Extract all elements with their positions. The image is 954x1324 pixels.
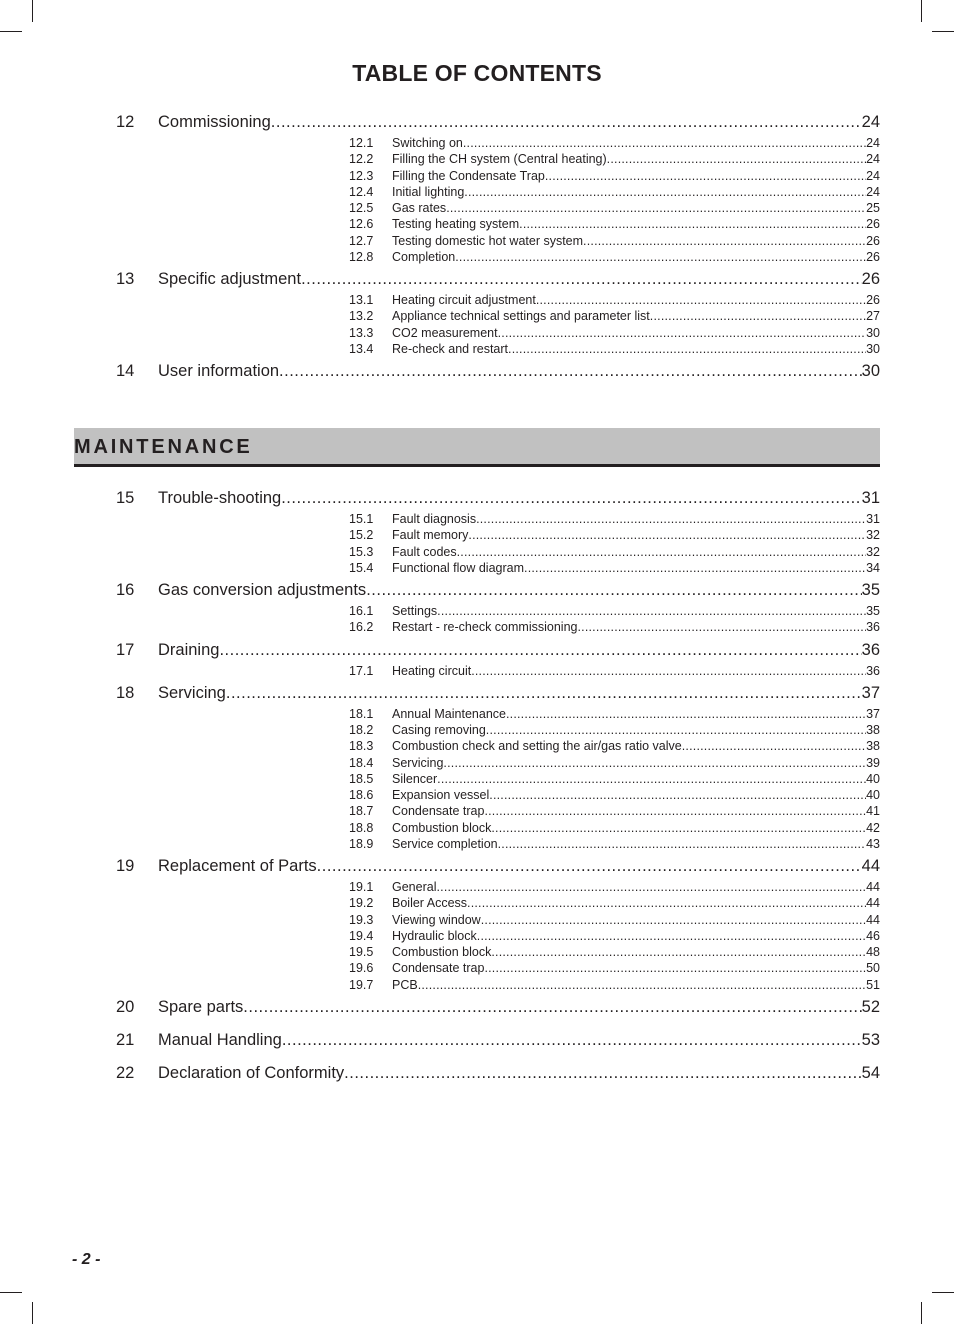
toc-subentry-page: 40	[866, 771, 880, 786]
toc-subentry-number: 12.8	[349, 249, 374, 264]
dot-leader	[577, 619, 866, 635]
toc-subentry-number: 12.4	[349, 184, 374, 199]
toc-section	[116, 268, 880, 357]
toc-entry-page: 36	[861, 640, 880, 659]
dot-leader	[607, 151, 866, 167]
toc-entry[interactable]	[116, 682, 880, 704]
toc-subentry-title: Combustion block	[392, 820, 492, 835]
toc-subentry-page: 30	[866, 341, 880, 356]
dot-leader	[463, 135, 866, 151]
toc-subentry[interactable]	[349, 544, 880, 560]
toc-subentries	[116, 706, 880, 852]
toc-subentry-title: Switching on	[392, 136, 463, 150]
toc-subentries	[116, 135, 880, 265]
toc-subentry-title: Completion	[392, 249, 456, 264]
toc-subentry[interactable]	[349, 663, 880, 679]
toc-subentry-title: PCB	[392, 977, 418, 992]
toc-subentry-title: Condensate trap	[392, 804, 485, 819]
section-band-label: MAINTENANCE	[74, 436, 253, 458]
toc-subentry-title: Testing domestic hot water system	[392, 233, 584, 248]
toc-entry-number: 19	[116, 857, 135, 875]
toc-subentry[interactable]	[349, 200, 880, 216]
dot-leader	[536, 292, 866, 308]
toc-subentry-page: 36	[866, 620, 880, 635]
toc-subentry-number: 12.6	[349, 217, 374, 232]
toc-subentry-title: Fault codes	[392, 544, 457, 559]
dot-leader	[282, 1029, 862, 1051]
toc-subentry[interactable]	[349, 249, 880, 265]
dot-leader	[457, 544, 866, 560]
dot-leader	[366, 579, 861, 601]
toc-subentry[interactable]	[349, 820, 880, 836]
toc-entry-number: 12	[116, 113, 135, 131]
toc-subentry[interactable]	[349, 619, 880, 635]
toc-subentry-title: Restart - re-check commissioning	[392, 620, 578, 635]
toc-subentry[interactable]	[349, 912, 880, 928]
toc-section	[116, 682, 880, 852]
toc-subentry-number: 13.3	[349, 325, 374, 340]
toc-subentry-title: Gas rates	[392, 201, 447, 215]
toc-subentry-number: 19.6	[349, 961, 374, 976]
dot-leader	[443, 755, 866, 771]
dot-leader	[486, 722, 866, 738]
toc-entry-title: Specific adjustment	[158, 270, 302, 288]
toc-subentry[interactable]	[349, 771, 880, 787]
toc-subentry-number: 12.1	[349, 136, 374, 150]
toc-subentry-page: 36	[866, 663, 880, 678]
toc-subentry-page: 51	[866, 977, 880, 992]
toc-subentry-title: Heating circuit adjustment	[392, 293, 536, 307]
toc-subentry-page: 48	[866, 945, 880, 959]
toc-subentry-title: General	[392, 880, 437, 894]
dot-leader	[471, 663, 866, 679]
crop-mark	[0, 31, 22, 32]
toc-subentry[interactable]	[349, 341, 880, 357]
toc-entry-title: Declaration of Conformity	[158, 1063, 345, 1082]
toc-subentry-page: 37	[866, 706, 880, 721]
dot-leader	[281, 487, 861, 509]
dot-leader	[477, 928, 866, 944]
toc-subentry-number: 17.1	[349, 663, 374, 678]
dot-leader	[418, 977, 866, 993]
toc-entry-page: 26	[861, 270, 880, 288]
toc-subentry-number: 13.4	[349, 341, 374, 356]
toc-entry-title: Gas conversion adjustments	[158, 581, 367, 599]
toc-subentry-number: 19.3	[349, 912, 374, 927]
toc-subentry-title: Filling the CH system (Central heating)	[392, 152, 607, 167]
toc-subentry-number: 12.7	[349, 233, 374, 248]
dot-leader	[489, 787, 866, 803]
toc-subentry-number: 15.3	[349, 544, 374, 559]
toc-subentry[interactable]	[349, 511, 880, 527]
toc-subentry[interactable]	[349, 895, 880, 911]
dot-leader	[583, 233, 866, 249]
toc-subentry-page: 42	[866, 820, 880, 835]
toc-entry-title: Servicing	[158, 683, 226, 702]
toc-entry-page: 31	[861, 489, 880, 507]
toc-subentry[interactable]	[349, 184, 880, 200]
toc-subentry[interactable]	[349, 787, 880, 803]
toc-entry[interactable]	[116, 360, 880, 382]
dot-leader	[650, 308, 866, 324]
toc-entry-number: 14	[116, 362, 135, 380]
toc-section	[116, 855, 880, 993]
dot-leader	[524, 560, 866, 576]
crop-mark	[921, 1302, 922, 1324]
toc-subentries	[116, 511, 880, 576]
toc-subentry[interactable]	[349, 151, 880, 167]
toc-subentry-number: 18.8	[349, 820, 374, 835]
crop-mark	[921, 0, 922, 22]
crop-mark	[32, 1302, 33, 1324]
dot-leader	[498, 836, 866, 852]
toc-subentry-title: Hydraulic block	[392, 928, 477, 943]
toc-subentry-page: 34	[866, 560, 880, 575]
dot-leader	[446, 200, 866, 216]
toc-subentry[interactable]	[349, 292, 880, 308]
toc-subentry[interactable]	[349, 168, 880, 184]
toc-subentry-page: 32	[866, 544, 880, 559]
toc-entry-title: Replacement of Parts	[158, 857, 317, 875]
toc-subentry-page: 24	[866, 184, 880, 199]
toc-subentry-page: 38	[866, 739, 880, 754]
toc-subentry-page: 46	[866, 928, 880, 943]
toc-subentry-number: 18.5	[349, 771, 374, 786]
dot-leader	[467, 895, 866, 911]
toc-section	[116, 996, 880, 1018]
dot-leader	[437, 771, 866, 787]
dot-leader	[519, 216, 866, 232]
dot-leader	[226, 682, 862, 704]
toc-subentry-number: 18.3	[349, 739, 374, 754]
dot-leader	[455, 249, 866, 265]
dot-leader	[317, 855, 862, 877]
toc-subentry-title: Silencer	[392, 771, 438, 786]
toc-subentry-page: 35	[866, 604, 880, 618]
toc-entry-page: 24	[861, 113, 880, 131]
toc-entry-number: 16	[116, 581, 135, 599]
toc-subentry-number: 12.3	[349, 168, 374, 183]
dot-leader	[491, 820, 866, 836]
toc-subentry-number: 19.4	[349, 928, 374, 943]
dot-leader	[484, 960, 866, 976]
dot-leader	[437, 603, 866, 619]
toc-subentry-title: Boiler Access	[392, 896, 468, 911]
toc-subentry-page: 44	[866, 912, 880, 927]
toc-subentry-page: 31	[866, 512, 880, 526]
toc-subentry-number: 13.2	[349, 309, 374, 324]
section-band	[74, 428, 880, 467]
toc-entry-title: Trouble-shooting	[158, 489, 282, 507]
crop-mark	[932, 31, 954, 32]
toc-subentries	[116, 879, 880, 993]
dot-leader	[508, 341, 866, 357]
toc-subentry[interactable]	[349, 722, 880, 738]
toc-entry-page: 30	[861, 362, 880, 380]
toc-subentry-title: Settings	[392, 604, 438, 618]
dot-leader	[279, 360, 862, 382]
toc-subentry[interactable]	[349, 836, 880, 852]
toc-entry[interactable]	[116, 268, 880, 290]
crop-mark	[932, 1292, 954, 1293]
toc-subentry-page: 32	[866, 528, 880, 543]
toc-entry-number: 15	[116, 489, 135, 507]
toc-subentry-page: 41	[866, 804, 880, 819]
toc-subentry-title: Casing removing	[392, 723, 486, 737]
toc-subentry-title: Re-check and restart	[392, 341, 509, 356]
toc-subentry[interactable]	[349, 135, 880, 151]
dot-leader	[219, 639, 861, 661]
toc-subentry-number: 18.1	[349, 706, 374, 721]
toc-entry-page: 37	[861, 683, 880, 702]
toc-entry[interactable]	[116, 639, 880, 661]
dot-leader	[506, 706, 866, 722]
toc-subentry[interactable]	[349, 960, 880, 976]
page-number: - 2 -	[72, 1251, 101, 1268]
toc-subentry-title: Servicing	[392, 755, 444, 770]
toc-subentry-page: 26	[866, 293, 880, 307]
toc-subentry-title: Service completion	[392, 836, 498, 851]
toc-subentry[interactable]	[349, 325, 880, 341]
toc-subentry-title: Expansion vessel	[392, 788, 490, 802]
dot-leader	[476, 511, 866, 527]
toc-subentry-number: 19.7	[349, 977, 374, 992]
toc-entry-number: 21	[116, 1030, 135, 1049]
toc-subentry[interactable]	[349, 527, 880, 543]
toc-subentry[interactable]	[349, 560, 880, 576]
dot-leader	[271, 111, 862, 133]
toc-subentry-page: 30	[866, 325, 880, 340]
toc-subentry-title: Testing heating system	[392, 217, 520, 232]
toc-section	[116, 360, 880, 382]
toc-subentry-title: Filling the Condensate Trap	[392, 168, 545, 183]
toc-entry-number: 17	[116, 640, 135, 659]
toc-subentry-page: 24	[866, 152, 880, 167]
toc-subentry[interactable]	[349, 977, 880, 993]
crop-mark	[0, 1292, 22, 1293]
toc-subentry-title: Functional flow diagram	[392, 560, 525, 575]
dot-leader	[498, 325, 866, 341]
toc-subentry-title: Viewing window	[392, 912, 481, 927]
toc-entry-title: Manual Handling	[158, 1030, 282, 1049]
toc-subentry[interactable]	[349, 755, 880, 771]
toc-subentry-page: 40	[866, 788, 880, 802]
toc-subentry-page: 39	[866, 755, 880, 770]
toc-entry[interactable]	[116, 1062, 880, 1084]
toc-subentry-number: 15.2	[349, 528, 374, 543]
toc-subentry-title: Fault memory	[392, 528, 469, 543]
dot-leader	[301, 268, 862, 290]
toc-subentry-number: 18.2	[349, 723, 374, 737]
toc-subentry-title: Appliance technical settings and parameter list	[392, 309, 650, 324]
dot-leader	[344, 1062, 861, 1084]
dot-leader	[484, 803, 866, 819]
toc-subentry-number: 18.4	[349, 755, 374, 770]
toc-entry[interactable]	[116, 579, 880, 601]
toc-section	[116, 639, 880, 679]
toc-subentry[interactable]	[349, 879, 880, 895]
toc-list	[116, 487, 880, 1095]
toc-subentry-title: Initial lighting	[392, 184, 465, 199]
toc-subentry-number: 19.5	[349, 945, 374, 959]
toc-subentry-page: 26	[866, 233, 880, 248]
toc-entry[interactable]	[116, 996, 880, 1018]
toc-subentry[interactable]	[349, 603, 880, 619]
toc-subentry-page: 26	[866, 249, 880, 264]
toc-subentry-page: 26	[866, 217, 880, 232]
toc-section	[116, 579, 880, 636]
toc-subentry-number: 18.9	[349, 836, 374, 851]
toc-subentry-title: Combustion check and setting the air/gas ratio valve	[392, 739, 682, 754]
toc-subentry-title: CO2 measurement	[392, 325, 498, 340]
toc-entry-title: Spare parts	[158, 997, 244, 1016]
toc-subentry-number: 19.2	[349, 896, 374, 911]
toc-entry-number: 18	[116, 683, 135, 702]
toc-entry-page: 44	[861, 857, 880, 875]
toc-subentry[interactable]	[349, 738, 880, 754]
toc-subentry[interactable]	[349, 928, 880, 944]
toc-subentry-title: Condensate trap	[392, 961, 485, 976]
toc-entry-number: 20	[116, 997, 135, 1016]
toc-subentry-number: 16.2	[349, 620, 374, 635]
toc-entry-number: 22	[116, 1063, 135, 1082]
toc-entry-page: 54	[861, 1063, 880, 1082]
toc-subentry-page: 44	[866, 896, 880, 911]
toc-subentry[interactable]	[349, 216, 880, 232]
toc-subentry-title: Annual Maintenance	[392, 706, 506, 721]
toc-subentry-number: 12.5	[349, 201, 374, 215]
toc-subentry-number: 15.4	[349, 560, 374, 575]
toc-entry-title: Commissioning	[158, 113, 271, 131]
toc-subentry-number: 16.1	[349, 604, 374, 618]
toc-subentry-number: 18.7	[349, 804, 374, 819]
dot-leader	[545, 168, 866, 184]
dot-leader	[491, 944, 866, 960]
toc-subentry[interactable]	[349, 308, 880, 324]
toc-subentry-page: 50	[866, 961, 880, 976]
toc-subentry-page: 24	[866, 168, 880, 183]
toc-entry-page: 53	[861, 1030, 880, 1049]
toc-subentry[interactable]	[349, 233, 880, 249]
toc-subentry-title: Heating circuit	[392, 663, 472, 678]
toc-subentry-title: Fault diagnosis	[392, 512, 477, 526]
toc-entry[interactable]	[116, 487, 880, 509]
toc-subentry-page: 43	[866, 836, 880, 851]
toc-entry-title: Draining	[158, 640, 220, 659]
toc-subentry-number: 18.6	[349, 788, 374, 802]
toc-subentry-number: 13.1	[349, 293, 374, 307]
toc-subentry-page: 24	[866, 136, 880, 150]
dot-leader	[464, 184, 866, 200]
toc-section	[116, 1062, 880, 1084]
toc-subentries	[116, 603, 880, 636]
toc-subentries	[116, 663, 880, 679]
toc-subentry-number: 12.2	[349, 152, 374, 167]
toc-list	[116, 111, 880, 393]
toc-entry-number: 13	[116, 270, 135, 288]
toc-subentry[interactable]	[349, 803, 880, 819]
toc-entry[interactable]	[116, 855, 880, 877]
dot-leader	[436, 879, 866, 895]
toc-subentries	[116, 292, 880, 357]
toc-entry-page: 52	[861, 997, 880, 1016]
toc-section	[116, 111, 880, 265]
toc-section	[116, 1029, 880, 1051]
dot-leader	[481, 912, 866, 928]
toc-subentry-page: 27	[866, 309, 880, 324]
toc-section	[116, 487, 880, 576]
toc-subentry-title: Combustion block	[392, 945, 492, 959]
toc-entry[interactable]	[116, 111, 880, 133]
toc-entry-page: 35	[861, 581, 880, 599]
crop-mark	[32, 0, 33, 22]
toc-subentry[interactable]	[349, 706, 880, 722]
toc-subentry-page: 25	[866, 201, 880, 215]
toc-subentry-page: 38	[866, 723, 880, 737]
toc-subentry-number: 19.1	[349, 880, 374, 894]
dot-leader	[468, 527, 866, 543]
toc-subentry[interactable]	[349, 944, 880, 960]
toc-subentry-page: 44	[866, 880, 880, 894]
page-title: TABLE OF CONTENTS	[352, 60, 602, 86]
dot-leader	[682, 738, 866, 754]
toc-entry[interactable]	[116, 1029, 880, 1051]
toc-entry-title: User information	[158, 362, 280, 380]
toc-subentry-number: 15.1	[349, 512, 374, 526]
dot-leader	[243, 996, 861, 1018]
